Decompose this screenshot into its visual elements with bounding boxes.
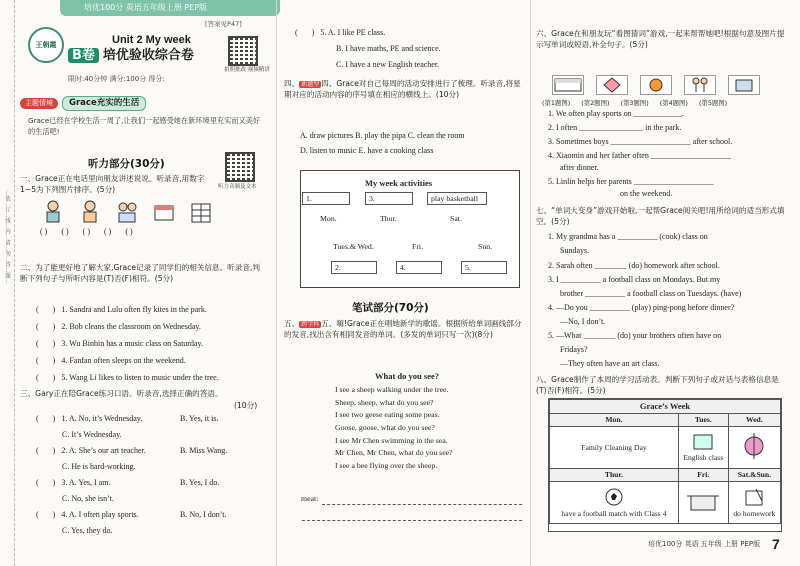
table-day-header: Wed. — [728, 414, 780, 427]
theme-intro: Grace已经在学校生活一周了,让我们一起感受她在新环境里充实而又美好的生活吧! — [28, 116, 261, 137]
card-label: (第5题图) — [698, 99, 728, 107]
table-day-header: Tues. — [678, 414, 728, 427]
new-type-tag: 新题型 — [301, 81, 320, 88]
binding-note: …装…订…线…内…请…勿…答…题… — [4, 190, 10, 284]
tf-item-4: ( )4. Fanfan often sleeps on the weekend. — [36, 356, 186, 365]
mc-item-5-a: ( )5. A. I like PE class. — [295, 28, 386, 37]
theme-badge: 主题情境 — [20, 98, 58, 109]
theme-title: Grace充实的生活 — [62, 96, 146, 111]
q7-item-5-cont: Fridays? — [560, 345, 588, 354]
order-blank-4[interactable]: ( ) — [103, 227, 112, 236]
mc-item-2-c: C. He is hard-working. — [62, 462, 136, 471]
mc-item-2-row1: ( )2. A. She’s our art teacher. — [36, 446, 146, 455]
q7-item-1[interactable]: 1. My grandma has a __________ (cook) class on — [548, 232, 708, 241]
ordering-blanks — [40, 227, 133, 237]
q6-item-3[interactable]: 3. Sometimes boys ____________________ after school. — [548, 137, 733, 146]
poem-line: Mr Chen, Mr Chen, what do you see? — [335, 448, 453, 458]
answer-paren[interactable]: ( ) — [36, 446, 62, 455]
header-band: 培优100分 英语五年级上册 PEP版 — [60, 0, 280, 16]
q7-item-2[interactable]: 2. Sarah often ________ (do) homework after school. — [548, 261, 720, 270]
footer-text: 培优100分 英语 五年级 上册 PEP版 — [648, 540, 761, 548]
picture-cards — [552, 75, 760, 95]
question-5: 五、 跨学科 五、嗨!Grace正在唱她新学的歌谣。根据所给单词画线部分的发音,找出含有相同发音的单词。(多发的单词只写一次)(8分) — [284, 319, 522, 340]
answer-paren[interactable]: ( ) — [295, 28, 321, 37]
column-divider — [530, 0, 531, 566]
question-6: 六、Grace在和朋友玩“看图猜词”游戏,一起来帮帮她吧!根据句意及图片提示写单词或短语,补全句子。(5分) — [536, 29, 785, 50]
q7-item-5-reply: —They often have an art class. — [560, 359, 660, 368]
audio-qr-label: 听力音频及文本 — [218, 184, 257, 190]
mc-item-5-b: B. I have maths, PE and science. — [336, 44, 441, 53]
table-caption: Grace’s Week — [550, 400, 781, 414]
question-8: 八、Grace制作了本周的学习活动表。判断下列句子或对话与表格信息是(T)否(F)相符。(5分) — [536, 375, 779, 396]
table-day-header: Thur. — [550, 469, 679, 482]
answer-paren[interactable]: ( ) — [36, 305, 62, 314]
audio-qr-code-icon[interactable] — [225, 152, 255, 182]
mc-item-1-b: B. Yes, it is. — [180, 414, 219, 423]
poem-line: Goose, goose, what do you see? — [335, 422, 435, 432]
order-blank-1[interactable]: ( ) — [40, 227, 48, 236]
card-label: (第4题图) — [659, 99, 688, 107]
mc-item-1-row1: ( )1. A. No, it’s Wednesday. — [36, 414, 143, 423]
activity-slot-4[interactable]: 4. — [396, 261, 442, 274]
order-blank-3[interactable]: ( ) — [82, 227, 90, 236]
day-tues-wed: Tues.& Wed. — [333, 242, 374, 251]
binding-dashed-line — [14, 0, 15, 566]
activity-slot-sat: play basketball — [427, 192, 487, 205]
q7-item-1-cont: Sundays. — [560, 246, 590, 255]
answer-line[interactable] — [322, 504, 522, 505]
q7-item-4[interactable]: 4. —Do you __________ (play) ping-pong before dinner? — [548, 303, 735, 312]
answer-paren[interactable]: ( ) — [36, 478, 62, 487]
poem-line: Sheep, sheep, what do you see? — [335, 397, 434, 407]
answer-paren[interactable]: ( ) — [36, 339, 62, 348]
poem-title: What do you see? — [375, 371, 439, 381]
q6-item-5[interactable]: 5. Linlin helps her parents ____________________ — [548, 177, 714, 186]
day-fri: Fri. — [412, 242, 424, 251]
q6-item-4-cont: after dinner. — [560, 163, 599, 172]
q4-options-1: A. draw pictures B. play the pipa C. clean the room — [300, 131, 465, 140]
table-cell-mon: Family Cleaning Day — [550, 427, 679, 469]
card-label: (第2题图) — [581, 99, 610, 107]
cross-subject-tag: 跨学科 — [301, 321, 320, 328]
answer-paren[interactable]: ( ) — [36, 356, 62, 365]
cooking-icon — [683, 486, 723, 516]
poem-line: I see two geese eating some peas. — [335, 410, 440, 420]
walk-icon — [684, 75, 716, 95]
mc-item-4-b: B. No, I don’t. — [180, 510, 227, 519]
logo-text: 王朝霞 — [35, 40, 57, 49]
activity-slot-5[interactable]: 5. — [461, 261, 507, 274]
answer-paren[interactable]: ( ) — [36, 373, 62, 382]
activity-slot-1[interactable]: 1. — [302, 192, 350, 205]
answer-paren[interactable]: ( ) — [36, 414, 62, 423]
calendar-icon — [153, 200, 175, 224]
page-number: 7 — [772, 536, 780, 552]
poem-line: I see a sheep walking under the tree. — [335, 385, 449, 394]
q7-item-3-cont[interactable]: brother __________ a football class on Tuesdays. (have) — [560, 289, 742, 298]
girl-reading-icon — [42, 200, 64, 224]
tf-item-5: ( )5. Wang Li likes to listen to music under the tree. — [36, 373, 219, 382]
question-3-score: (10分) — [234, 401, 258, 410]
table-day-header: Mon. — [550, 414, 679, 427]
q6-item-2[interactable]: 2. I often ________________ in the park. — [548, 123, 682, 132]
unit-title: Unit 2 My week — [112, 34, 191, 46]
theme-row — [20, 96, 146, 111]
card-labels — [542, 99, 727, 107]
qr-label: 拍照批改·视频精讲 — [224, 67, 270, 73]
table-cell-weekend-text: do homework — [733, 509, 776, 518]
activities-title: My week activities — [365, 178, 433, 188]
mc-item-3-c: C. No, she isn’t. — [62, 494, 114, 503]
table-cell-tues — [678, 427, 728, 469]
q7-item-5[interactable]: 5. —What ________ (do) your brothers often have on — [548, 331, 722, 340]
day-thur: Thur. — [380, 214, 397, 223]
q6-item-5-cont: on the weekend. — [620, 189, 673, 198]
exam-meta: 限时:40分钟 满分:100分 得分: — [68, 75, 165, 83]
mc-item-1-c: C. It’s Wednesday. — [62, 430, 122, 439]
q7-item-4-reply: —No, I don’t. — [560, 317, 606, 326]
question-4: 四、 新题型 四、Grace对自己每周的活动安排进行了梳理。听录音,将星期对应的活动内容的序号填在相应的横线上。(10分) — [284, 79, 521, 100]
listening-heading: 听力部分(30分) — [88, 158, 165, 170]
column-divider — [276, 0, 277, 566]
day-sat: Sat. — [450, 214, 462, 223]
answer-paren[interactable]: ( ) — [36, 510, 62, 519]
table-cell-thur — [550, 482, 679, 524]
table-cell-thur-text: have a football match with Class 4 — [561, 509, 667, 518]
day-sun: Sun. — [478, 242, 493, 251]
meat-label: meat: — [301, 494, 319, 503]
question-7: 七、“单词大变身”游戏开始啦,一起帮Grace阅关吧!用所给词的适当形式填空。(5分) — [536, 206, 785, 227]
poem-line: I see a bee flying over the sheep. — [335, 460, 438, 470]
housework-icon — [728, 75, 760, 95]
kite-icon — [596, 75, 628, 95]
english-book-icon — [688, 433, 718, 451]
table-day-header: Fri. — [678, 469, 728, 482]
answer-line[interactable] — [302, 520, 522, 521]
question-1: 一、Grace正在电话里向朋友讲述说说。听录音,用数字1~5为下列图片排序。(5分) — [20, 174, 205, 195]
order-blank-5[interactable]: ( ) — [125, 227, 133, 236]
calendar-weekend-icon — [552, 75, 584, 95]
answer-reference: [答案见P47] — [205, 20, 242, 28]
table-cell-tues-text: English class — [683, 453, 724, 462]
activity-slot-2[interactable]: 2. — [331, 261, 377, 274]
writing-heading: 笔试部分(70分) — [352, 302, 429, 314]
question-3: 三、Gary正在陪Grace练习口语。听录音,选择正确的答语。 — [20, 389, 223, 398]
question-2: 二、为了能更好地了解大家,Grace记录了同学们的相关信息。听录音,判断下列句子与所听内容是(T)否(F)相符。(5分) — [20, 263, 260, 284]
logo — [28, 27, 64, 63]
order-blank-2[interactable]: ( ) — [61, 227, 69, 236]
card-label: (第3题图) — [620, 99, 649, 107]
mc-item-3-b: B. Yes, I do. — [180, 478, 220, 487]
q4-options-2: D. listen to music E. have a cooking class — [300, 146, 434, 155]
basketball-icon — [640, 75, 672, 95]
table-cell-fri — [678, 482, 728, 524]
music-guitar-icon — [734, 431, 774, 461]
mc-item-3-row1: ( )3. A. Yes, I am. — [36, 478, 111, 487]
table-day-header: Sat.&Sun. — [728, 469, 780, 482]
qr-code-icon[interactable] — [228, 36, 258, 66]
graces-week-table — [548, 398, 782, 532]
poem-line: I see Mr Chen swimming in the sea. — [335, 435, 448, 445]
q6-item-4[interactable]: 4. Xiaomin and her father often ____________________ — [548, 151, 731, 160]
homework-icon — [742, 487, 766, 507]
q6-item-1[interactable]: 1. We often play sports on ____________. — [548, 109, 684, 118]
mc-item-4-row1: ( )4. A. I often play sports. — [36, 510, 139, 519]
tf-item-2: ( )2. Bob cleans the classroom on Wednesday. — [36, 322, 201, 331]
day-mon: Mon. — [320, 214, 337, 223]
picture-row — [42, 200, 212, 224]
tf-item-1: ( )1. Sandra and Lulu often fly kites in the park. — [36, 305, 207, 314]
paper-title-text: 培优验收综合卷 — [102, 48, 194, 63]
q7-item-3[interactable]: 3. I __________ a football class on Mondays. But my — [548, 275, 721, 284]
card-label: (第1题图) — [542, 99, 571, 107]
paper-title — [68, 48, 194, 64]
table-cell-wed — [728, 427, 780, 469]
timetable-icon — [190, 200, 212, 224]
paper-tag: B卷 — [68, 48, 99, 63]
tf-item-3: ( )3. Wu Binbin has a music class on Saturday. — [36, 339, 203, 348]
mc-item-4-c: C. Yes, they do. — [62, 526, 113, 535]
boy-eating-icon — [79, 200, 101, 224]
poem — [335, 384, 515, 472]
activity-slot-3[interactable]: 3. — [365, 192, 413, 205]
football-icon — [603, 487, 625, 507]
table-cell-weekend — [728, 482, 780, 524]
mc-item-5-c: C. I have a new English teacher. — [336, 60, 440, 69]
answer-paren[interactable]: ( ) — [36, 322, 62, 331]
kids-playing-icon — [116, 200, 138, 224]
mc-item-2-b: B. Miss Wang. — [180, 446, 228, 455]
